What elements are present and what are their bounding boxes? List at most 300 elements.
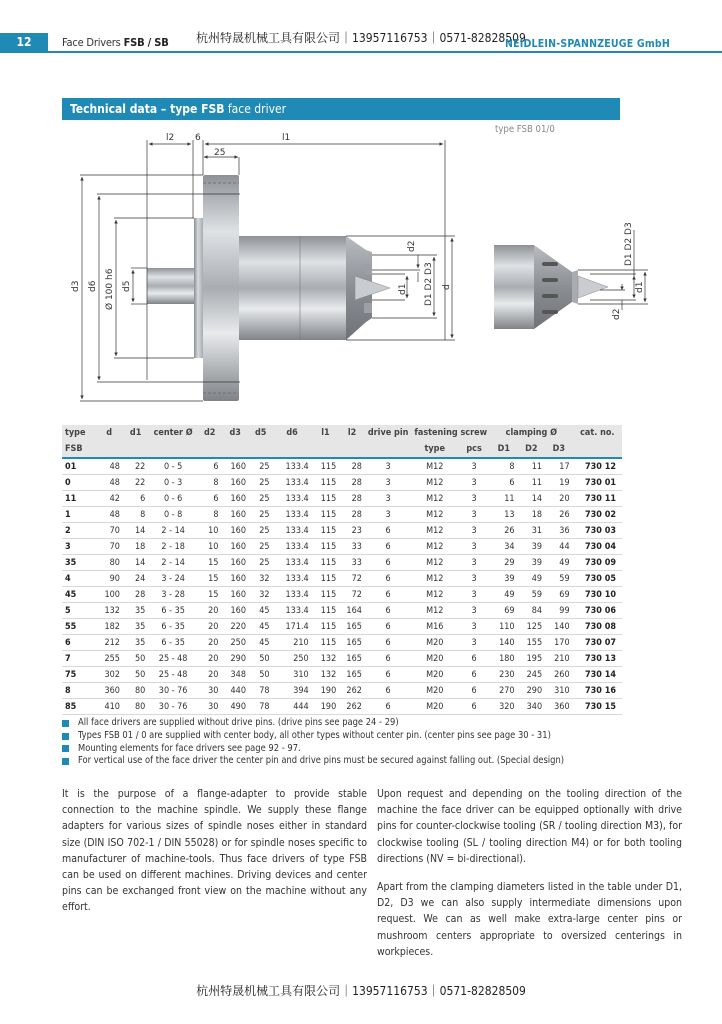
cell-l1: 115 xyxy=(312,571,340,587)
cell-d3: 260 xyxy=(545,667,573,683)
header-title-bold: FSB / SB xyxy=(123,36,169,49)
table-header-row-2 xyxy=(62,441,622,458)
cell-type: 4 xyxy=(62,571,95,587)
cell-l2: 72 xyxy=(339,587,365,603)
cell-screw: M12 xyxy=(411,603,458,619)
cell-center: 25 - 48 xyxy=(148,667,198,683)
cell-d1: 320 xyxy=(490,699,518,715)
cell-d6: 133.4 xyxy=(273,458,312,475)
body-paragraph-flange-adapter: It is the purpose of a flange-adapter to provide stable connection to the machine spindle. We supply these flange adapters for various sizes of spindle noses either in standard size (DIN ISO 702-1 / DIN 55028) or for spindle noses specific to manufacturer of machine-tools. Thus face drivers of type FSB can be used on different machines. Driving devices and center pins can be exchanged front view on the machine without any effort. xyxy=(62,788,367,914)
cell-l2: 28 xyxy=(339,458,365,475)
body-paragraph-tooling-direction: Upon request and depending on the tooling direction of the machine the face driver can be equipped optionally with drive pins for counter-clockwise tooling (SR / tooling direction M3), for clockwise tooling (SL / tooling direction M4) or for both tooling directions (NV = bi-directional). xyxy=(377,788,682,865)
col-drive-pin: drive pin xyxy=(367,428,409,438)
label-d5: d5 xyxy=(122,280,132,292)
cell-d2: 10 xyxy=(198,523,222,539)
cell-d1: 26 xyxy=(490,523,518,539)
cell-d2: 31 xyxy=(518,523,546,539)
cell-d1: 69 xyxy=(490,603,518,619)
cell-d1: 230 xyxy=(490,667,518,683)
cell-l2: 33 xyxy=(339,555,365,571)
cell-d3: 26 xyxy=(545,507,573,523)
cell-pcs: 3 xyxy=(458,523,490,539)
cell-d2: 20 xyxy=(198,619,222,635)
cell-d: 212 xyxy=(95,635,123,651)
label-l2: l2 xyxy=(166,133,175,143)
cell-d3: 160 xyxy=(221,458,249,475)
cell-d6: 210 xyxy=(273,635,312,651)
col-D2: D2 xyxy=(518,441,546,458)
cell-l2: 28 xyxy=(339,475,365,491)
cell-d6: 310 xyxy=(273,667,312,683)
cell-d2: 30 xyxy=(198,699,222,715)
cell-d1: 270 xyxy=(490,683,518,699)
cell-d3: 290 xyxy=(221,651,249,667)
cell-l2: 262 xyxy=(339,683,365,699)
cell-l2: 28 xyxy=(339,507,365,523)
cell-l1: 115 xyxy=(312,491,340,507)
cell-type: 8 xyxy=(62,683,95,699)
label-d3: d3 xyxy=(71,280,81,292)
cell-pcs: 6 xyxy=(458,683,490,699)
cell-cat: 730 03 xyxy=(573,523,622,539)
bullet-square-icon xyxy=(62,733,69,740)
cell-d: 48 xyxy=(95,475,123,491)
cell-l1: 115 xyxy=(312,635,340,651)
cell-l1: 132 xyxy=(312,651,340,667)
cell-d2: 39 xyxy=(518,539,546,555)
cell-d2: 20 xyxy=(198,603,222,619)
section-title-bold: Technical data – type FSB xyxy=(70,102,225,116)
label-l1: l1 xyxy=(282,133,291,143)
cell-center: 0 - 5 xyxy=(148,458,198,475)
cell-d1: 22 xyxy=(123,475,148,491)
cell-d5: 25 xyxy=(249,491,273,507)
table-row xyxy=(62,523,622,539)
cell-d6: 444 xyxy=(273,699,312,715)
table-row xyxy=(62,651,622,667)
cell-d3: 360 xyxy=(545,699,573,715)
table-row xyxy=(62,555,622,571)
cell-d1: 14 xyxy=(123,555,148,571)
cell-d6: 133.4 xyxy=(273,507,312,523)
cell-type: 2 xyxy=(62,523,95,539)
brand-logo-text: NEIDLEIN-SPANNZEUGE GmbH xyxy=(505,38,670,50)
cell-d2: 20 xyxy=(198,635,222,651)
label-25: 25 xyxy=(214,148,226,158)
cell-d: 80 xyxy=(95,555,123,571)
cell-d1: 22 xyxy=(123,458,148,475)
cell-d2: 49 xyxy=(518,571,546,587)
cell-d: 182 xyxy=(95,619,123,635)
cell-l1: 115 xyxy=(312,603,340,619)
cell-d2: 245 xyxy=(518,667,546,683)
cell-screw: M12 xyxy=(411,491,458,507)
col-D1: D1 xyxy=(490,441,518,458)
cell-d: 302 xyxy=(95,667,123,683)
cell-d2: 18 xyxy=(518,507,546,523)
label-6: 6 xyxy=(195,133,201,143)
cell-cat: 730 06 xyxy=(573,603,622,619)
cell-d5: 45 xyxy=(249,619,273,635)
label-d1: d1 xyxy=(398,283,408,295)
cell-d6: 171.4 xyxy=(273,619,312,635)
cell-d2: 15 xyxy=(198,555,222,571)
cell-d1: 110 xyxy=(490,619,518,635)
cell-d6: 133.4 xyxy=(273,491,312,507)
cell-pcs: 3 xyxy=(458,619,490,635)
cell-d: 42 xyxy=(95,491,123,507)
cell-pcs: 3 xyxy=(458,571,490,587)
cell-d2: 11 xyxy=(518,458,546,475)
cell-d6: 133.4 xyxy=(273,475,312,491)
cell-d: 48 xyxy=(95,458,123,475)
col-D3: D3 xyxy=(545,441,573,458)
cell-pin: 6 xyxy=(365,523,412,539)
cell-center: 2 - 18 xyxy=(148,539,198,555)
col-d6: d6 xyxy=(286,428,298,438)
cell-d2: 20 xyxy=(198,667,222,683)
col-clamping: clamping Ø xyxy=(505,428,557,438)
cell-d3: 160 xyxy=(221,475,249,491)
note-item: For vertical use of the face driver the center pin and drive pins must be secured against falling out. (Special design) xyxy=(62,755,564,768)
cell-pcs: 3 xyxy=(458,635,490,651)
cell-d5: 45 xyxy=(249,603,273,619)
cell-screw: M12 xyxy=(411,539,458,555)
cell-pcs: 3 xyxy=(458,458,490,475)
cell-d3: 69 xyxy=(545,587,573,603)
cell-center: 3 - 24 xyxy=(148,571,198,587)
table-header-row-1 xyxy=(62,425,622,441)
col-fastening-screw: fastening screw xyxy=(414,428,488,438)
cell-d3: 170 xyxy=(545,635,573,651)
col-d1: d1 xyxy=(129,428,142,438)
face-driver-main-view xyxy=(147,175,390,401)
cell-l1: 115 xyxy=(312,475,340,491)
cell-screw: M12 xyxy=(411,458,458,475)
table-row xyxy=(62,571,622,587)
cell-pin: 6 xyxy=(365,587,412,603)
cell-pcs: 3 xyxy=(458,475,490,491)
cell-l1: 132 xyxy=(312,667,340,683)
table-row xyxy=(62,507,622,523)
cell-center: 6 - 35 xyxy=(148,619,198,635)
cell-screw: M20 xyxy=(411,651,458,667)
col-screw-type: type xyxy=(411,441,458,458)
cell-center: 3 - 28 xyxy=(148,587,198,603)
table-row xyxy=(62,458,622,475)
cell-d1: 80 xyxy=(123,699,148,715)
cell-d3: 160 xyxy=(221,571,249,587)
cell-d5: 25 xyxy=(249,523,273,539)
col-center: center Ø xyxy=(153,428,193,438)
cell-cat: 730 07 xyxy=(573,635,622,651)
cell-type: 75 xyxy=(62,667,95,683)
cell-pin: 3 xyxy=(365,491,412,507)
cell-l2: 165 xyxy=(339,667,365,683)
cell-cat: 730 10 xyxy=(573,587,622,603)
cell-d1: 80 xyxy=(123,683,148,699)
cell-d1: 28 xyxy=(123,587,148,603)
label-D1-D2-D3-detail: D1 D2 D3 xyxy=(624,222,634,266)
cell-pin: 6 xyxy=(365,555,412,571)
cell-d3: 160 xyxy=(221,603,249,619)
table-body xyxy=(62,458,622,715)
cell-d3: 160 xyxy=(221,491,249,507)
cell-d2: 8 xyxy=(198,507,222,523)
cell-l2: 164 xyxy=(339,603,365,619)
technical-data-table xyxy=(62,425,622,715)
label-d6: d6 xyxy=(88,280,98,292)
label-d1-detail: d1 xyxy=(635,281,645,293)
cell-screw: M12 xyxy=(411,587,458,603)
cell-pcs: 3 xyxy=(458,491,490,507)
cell-d2: 11 xyxy=(518,475,546,491)
cell-l2: 165 xyxy=(339,651,365,667)
table-row xyxy=(62,699,622,715)
cell-cat: 730 09 xyxy=(573,555,622,571)
cell-d2: 290 xyxy=(518,683,546,699)
note-item: All face drivers are supplied without drive pins. (drive pins see page 24 - 29) xyxy=(62,717,564,730)
cell-d1: 34 xyxy=(490,539,518,555)
cell-d5: 78 xyxy=(249,683,273,699)
cell-screw: M12 xyxy=(411,475,458,491)
page-number: 12 xyxy=(0,33,48,52)
cell-l1: 115 xyxy=(312,587,340,603)
cell-l2: 33 xyxy=(339,539,365,555)
label-d2-detail: d2 xyxy=(612,308,622,320)
header-watermark: 杭州特晟机械工具有限公司｜13957116753｜0571-82828509 xyxy=(196,31,526,45)
cell-pin: 6 xyxy=(365,683,412,699)
cell-d5: 32 xyxy=(249,587,273,603)
cell-l1: 115 xyxy=(312,619,340,635)
cell-pcs: 3 xyxy=(458,507,490,523)
cell-d2: 15 xyxy=(198,587,222,603)
cell-d1: 50 xyxy=(123,651,148,667)
table-row xyxy=(62,683,622,699)
cell-pin: 6 xyxy=(365,539,412,555)
cell-d5: 25 xyxy=(249,458,273,475)
cell-l2: 165 xyxy=(339,619,365,635)
cell-d1: 6 xyxy=(490,475,518,491)
cell-d: 360 xyxy=(95,683,123,699)
cell-d3: 20 xyxy=(545,491,573,507)
cell-d3: 160 xyxy=(221,555,249,571)
cell-d6: 133.4 xyxy=(273,555,312,571)
cell-pin: 6 xyxy=(365,651,412,667)
cell-cat: 730 11 xyxy=(573,491,622,507)
cell-cat: 730 13 xyxy=(573,651,622,667)
table-row xyxy=(62,539,622,555)
cell-d2: 84 xyxy=(518,603,546,619)
cell-d6: 133.4 xyxy=(273,587,312,603)
cell-screw: M20 xyxy=(411,699,458,715)
cell-d1: 29 xyxy=(490,555,518,571)
bullet-square-icon xyxy=(62,720,69,727)
cell-d3: 160 xyxy=(221,507,249,523)
cell-pin: 6 xyxy=(365,571,412,587)
cell-d5: 78 xyxy=(249,699,273,715)
cell-center: 0 - 8 xyxy=(148,507,198,523)
cell-pcs: 6 xyxy=(458,667,490,683)
cell-d1: 35 xyxy=(123,619,148,635)
cell-d3: 99 xyxy=(545,603,573,619)
cell-l1: 115 xyxy=(312,555,340,571)
cell-pin: 3 xyxy=(365,475,412,491)
cell-d1: 140 xyxy=(490,635,518,651)
cell-l1: 115 xyxy=(312,523,340,539)
cell-center: 6 - 35 xyxy=(148,603,198,619)
cell-d5: 50 xyxy=(249,651,273,667)
cell-center: 30 - 76 xyxy=(148,699,198,715)
cell-center: 30 - 76 xyxy=(148,683,198,699)
section-title-bar xyxy=(62,98,620,120)
cell-d3: 310 xyxy=(545,683,573,699)
cell-center: 0 - 3 xyxy=(148,475,198,491)
cell-screw: M20 xyxy=(411,635,458,651)
cell-type: 01 xyxy=(62,458,95,475)
cell-d5: 25 xyxy=(249,539,273,555)
cell-pin: 6 xyxy=(365,667,412,683)
cell-d2: 59 xyxy=(518,587,546,603)
cell-d3: 140 xyxy=(545,619,573,635)
subtype-label: type FSB 01/0 xyxy=(495,124,555,135)
cell-center: 2 - 14 xyxy=(148,523,198,539)
bullet-square-icon xyxy=(62,758,69,765)
cell-cat: 730 15 xyxy=(573,699,622,715)
col-d: d xyxy=(106,428,113,438)
cell-pin: 6 xyxy=(365,699,412,715)
table-row xyxy=(62,667,622,683)
cell-l1: 190 xyxy=(312,699,340,715)
cell-d1: 8 xyxy=(490,458,518,475)
cell-d: 410 xyxy=(95,699,123,715)
cell-center: 6 - 35 xyxy=(148,635,198,651)
cell-pin: 6 xyxy=(365,635,412,651)
cell-d2: 195 xyxy=(518,651,546,667)
cell-screw: M20 xyxy=(411,683,458,699)
body-paragraph-clamping-diameters: Apart from the clamping diameters listed in the table under D1, D2, D3 we can also supply intermediate dimensions upon request. We can as well make extra-large center pins or mushroom centers appropriate to oversized centerings in workpieces. xyxy=(377,881,682,958)
cell-type: 7 xyxy=(62,651,95,667)
cell-screw: M16 xyxy=(411,619,458,635)
cell-pin: 3 xyxy=(365,507,412,523)
cell-cat: 730 01 xyxy=(573,475,622,491)
cell-cat: 730 16 xyxy=(573,683,622,699)
label-d: d xyxy=(442,284,452,290)
cell-l2: 72 xyxy=(339,571,365,587)
cell-cat: 730 12 xyxy=(573,458,622,475)
cell-d3: 160 xyxy=(221,523,249,539)
dimension-lines-detail xyxy=(578,230,648,310)
cell-type: 3 xyxy=(62,539,95,555)
cell-type: 35 xyxy=(62,555,95,571)
cell-d3: 17 xyxy=(545,458,573,475)
cell-d3: 49 xyxy=(545,555,573,571)
cell-d1: 13 xyxy=(490,507,518,523)
cell-pcs: 3 xyxy=(458,539,490,555)
cell-d1: 18 xyxy=(123,539,148,555)
cell-type: 11 xyxy=(62,491,95,507)
cell-type: 1 xyxy=(62,507,95,523)
cell-d1: 8 xyxy=(123,507,148,523)
note-item: Mounting elements for face drivers see page 92 - 97. xyxy=(62,743,564,756)
cell-screw: M12 xyxy=(411,523,458,539)
cell-d: 70 xyxy=(95,539,123,555)
cell-d2: 39 xyxy=(518,555,546,571)
cell-cat: 730 14 xyxy=(573,667,622,683)
face-driver-fsb01-view xyxy=(494,245,608,329)
cell-d3: 59 xyxy=(545,571,573,587)
cell-d3: 44 xyxy=(545,539,573,555)
cell-d3: 19 xyxy=(545,475,573,491)
cell-d2: 125 xyxy=(518,619,546,635)
cell-d6: 133.4 xyxy=(273,603,312,619)
cell-type: 85 xyxy=(62,699,95,715)
cell-d3: 490 xyxy=(221,699,249,715)
table-row xyxy=(62,635,622,651)
cell-screw: M12 xyxy=(411,507,458,523)
label-D1-D2-D3: D1 D2 D3 xyxy=(424,262,434,306)
cell-d6: 394 xyxy=(273,683,312,699)
col-l1: l1 xyxy=(321,428,330,438)
cell-pcs: 3 xyxy=(458,587,490,603)
cell-pcs: 6 xyxy=(458,651,490,667)
cell-center: 25 - 48 xyxy=(148,651,198,667)
cell-d6: 133.4 xyxy=(273,523,312,539)
table-row xyxy=(62,619,622,635)
cell-type: 55 xyxy=(62,619,95,635)
cell-d2: 8 xyxy=(198,475,222,491)
cell-screw: M12 xyxy=(411,555,458,571)
cell-d2: 15 xyxy=(198,571,222,587)
cell-d: 132 xyxy=(95,603,123,619)
cell-d2: 30 xyxy=(198,683,222,699)
col-d2: d2 xyxy=(203,428,216,438)
bullet-square-icon xyxy=(62,745,69,752)
cell-d1: 50 xyxy=(123,667,148,683)
cell-d2: 6 xyxy=(198,491,222,507)
col-cat-no: cat. no. xyxy=(580,428,615,438)
cell-d3: 440 xyxy=(221,683,249,699)
cell-d3: 36 xyxy=(545,523,573,539)
table-row xyxy=(62,603,622,619)
cell-screw: M12 xyxy=(411,571,458,587)
cell-l1: 190 xyxy=(312,683,340,699)
running-header-title xyxy=(62,36,169,49)
cell-l1: 115 xyxy=(312,507,340,523)
col-l2: l2 xyxy=(347,428,357,438)
cell-pcs: 3 xyxy=(458,603,490,619)
cell-d1: 6 xyxy=(123,491,148,507)
table-row xyxy=(62,587,622,603)
note-item: Types FSB 01 / 0 are supplied with center body, all other types without center pin. (center pins see page 30 - 31) xyxy=(62,730,564,743)
cell-d5: 25 xyxy=(249,475,273,491)
cell-pin: 3 xyxy=(365,458,412,475)
cell-d3: 348 xyxy=(221,667,249,683)
cell-l1: 115 xyxy=(312,458,340,475)
cell-d2: 14 xyxy=(518,491,546,507)
col-type: type xyxy=(65,428,86,438)
cell-d2: 155 xyxy=(518,635,546,651)
cell-d3: 220 xyxy=(221,619,249,635)
cell-l1: 115 xyxy=(312,539,340,555)
cell-pin: 6 xyxy=(365,619,412,635)
cell-d: 255 xyxy=(95,651,123,667)
cell-type: 45 xyxy=(62,587,95,603)
notes-list xyxy=(62,717,564,768)
cell-d1: 35 xyxy=(123,635,148,651)
cell-d: 100 xyxy=(95,587,123,603)
cell-type: 6 xyxy=(62,635,95,651)
